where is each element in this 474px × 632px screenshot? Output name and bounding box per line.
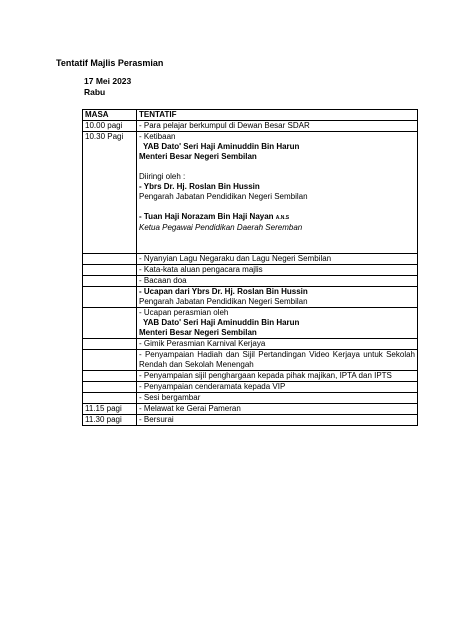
row-agenda: - Sesi bergambar bbox=[137, 393, 418, 404]
row-agenda: - Ucapan perasmian oleh YAB Dato' Seri Haji Aminuddin Bin Harun Menteri Besar Negeri Sembilan bbox=[137, 308, 418, 339]
row-time bbox=[83, 276, 137, 287]
table-row bbox=[83, 132, 418, 254]
row-agenda: - Penyampaian cenderamata kepada VIP bbox=[137, 382, 418, 393]
row-time bbox=[83, 350, 137, 371]
table-header-row bbox=[83, 110, 418, 121]
table-row bbox=[83, 339, 418, 350]
row-time: 10.30 Pagi bbox=[83, 132, 137, 254]
table-row bbox=[83, 382, 418, 393]
row-time: 10.00 pagi bbox=[83, 121, 137, 132]
row-agenda: - Bacaan doa bbox=[137, 276, 418, 287]
row-agenda: - Kata-kata aluan pengacara majlis bbox=[137, 265, 418, 276]
row-agenda: - Gimik Perasmian Karnival Kerjaya bbox=[137, 339, 418, 350]
table-row bbox=[83, 415, 418, 426]
table-row bbox=[83, 308, 418, 339]
row-time bbox=[83, 265, 137, 276]
table-row bbox=[83, 404, 418, 415]
table-row bbox=[83, 393, 418, 404]
table-row bbox=[83, 350, 418, 371]
row-time bbox=[83, 393, 137, 404]
schedule-table bbox=[82, 109, 418, 426]
row-agenda: - Ucapan dari Ybrs Dr. Hj. Roslan Bin Hussin Pengarah Jabatan Pendidikan Negeri Sembilan bbox=[137, 287, 418, 308]
event-date: 17 Mei 2023 bbox=[84, 76, 132, 86]
document-title: Tentatif Majlis Perasmian bbox=[56, 58, 164, 68]
row-time bbox=[83, 382, 137, 393]
row-agenda: - Penyampaian Hadiah dan Sijil Pertandingan Video Kerjaya untuk Sekolah Rendah dan Sekolah Menengah bbox=[137, 350, 418, 371]
row-time: 11.30 pagi bbox=[83, 415, 137, 426]
row-time bbox=[83, 287, 137, 308]
row-time bbox=[83, 308, 137, 339]
row-agenda: - Nyanyian Lagu Negaraku dan Lagu Negeri Sembilan bbox=[137, 254, 418, 265]
row-time bbox=[83, 339, 137, 350]
table-row bbox=[83, 121, 418, 132]
event-day: Rabu bbox=[84, 87, 106, 97]
table-row bbox=[83, 276, 418, 287]
row-agenda: - Para pelajar berkumpul di Dewan Besar SDAR bbox=[137, 121, 418, 132]
row-agenda: - Ketibaan YAB Dato' Seri Haji Aminuddin Bin Harun Menteri Besar Negeri Sembilan Diiringi oleh : - Ybrs Dr. Hj. Roslan Bin Hussin Pengarah Jabatan Pendidikan Negeri Sembilan - Tuan Haji Norazam Bin Haji Nayan A.N.S Ketua Pegawai Pendidikan Daerah Seremban bbox=[137, 132, 418, 254]
event-date-block bbox=[84, 76, 131, 98]
header-tentatif: TENTATIF bbox=[137, 110, 418, 121]
header-masa: MASA bbox=[83, 110, 137, 121]
row-agenda: - Melawat ke Gerai Pameran bbox=[137, 404, 418, 415]
table-row bbox=[83, 371, 418, 382]
row-agenda: - Penyampaian sijil penghargaan kepada pihak majikan, IPTA dan IPTS bbox=[137, 371, 418, 382]
table-row bbox=[83, 265, 418, 276]
table-row bbox=[83, 254, 418, 265]
row-time bbox=[83, 254, 137, 265]
row-time: 11.15 pagi bbox=[83, 404, 137, 415]
table-row bbox=[83, 287, 418, 308]
row-time bbox=[83, 371, 137, 382]
row-agenda: - Bersurai bbox=[137, 415, 418, 426]
